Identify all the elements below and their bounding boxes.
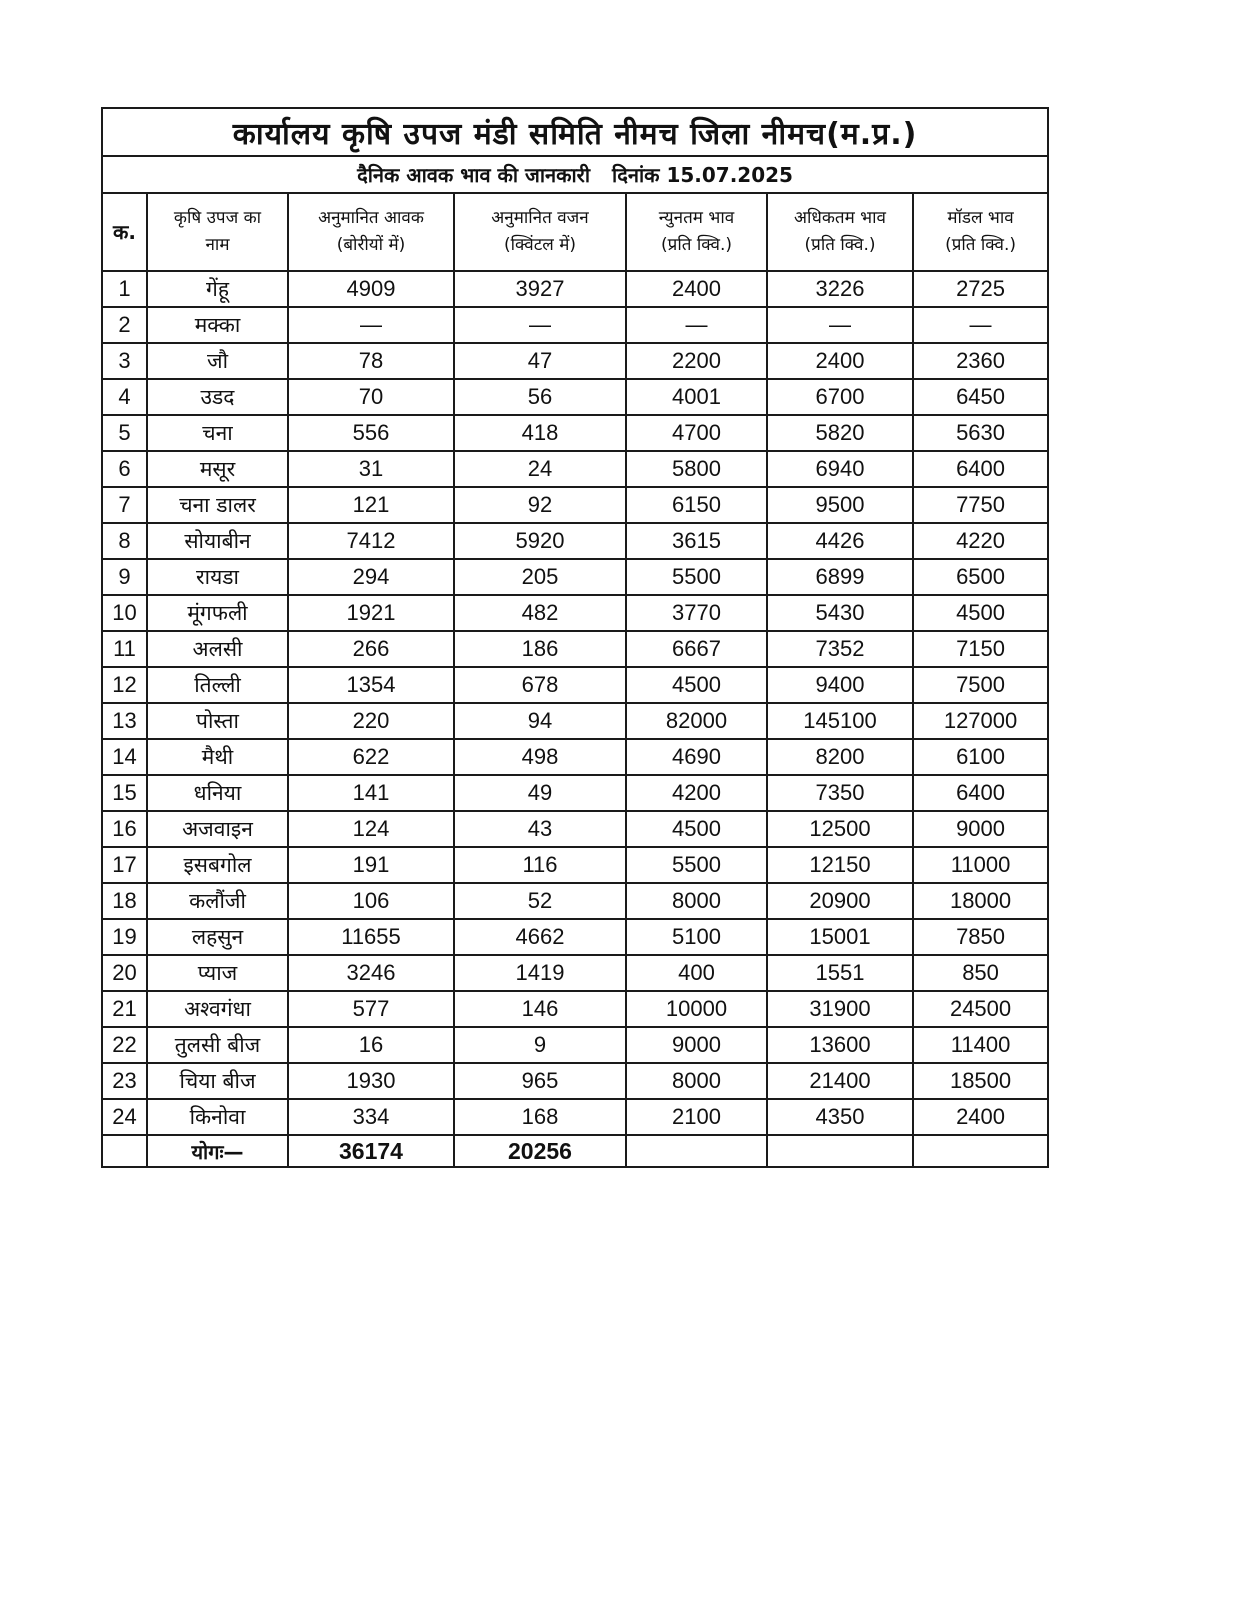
serial-cell: 13 [102, 703, 147, 739]
crop-name-cell: इसबगोल [147, 847, 288, 883]
crop-name-cell: लहसुन [147, 919, 288, 955]
max-price-cell: 4350 [767, 1099, 913, 1135]
column-header-row [102, 193, 1048, 271]
crop-name-cell: तिल्ली [147, 667, 288, 703]
total-modal-cell [913, 1135, 1048, 1167]
serial-cell: 11 [102, 631, 147, 667]
modal-price-cell: 7150 [913, 631, 1048, 667]
min-price-cell: 3770 [626, 595, 767, 631]
max-price-cell: 21400 [767, 1063, 913, 1099]
arrival-cell: 334 [288, 1099, 454, 1135]
total-arrival: 36174 [288, 1135, 454, 1167]
crop-name-cell: किनोवा [147, 1099, 288, 1135]
modal-price-cell: 5630 [913, 415, 1048, 451]
table-row [102, 883, 1048, 919]
table-row [102, 1063, 1048, 1099]
serial-cell: 8 [102, 523, 147, 559]
table-row [102, 631, 1048, 667]
weight-cell: 168 [454, 1099, 626, 1135]
max-price-cell: 3226 [767, 271, 913, 307]
modal-price-cell: 11000 [913, 847, 1048, 883]
arrival-cell: 1921 [288, 595, 454, 631]
weight-cell: 3927 [454, 271, 626, 307]
min-price-cell: 5500 [626, 847, 767, 883]
crop-name-cell: अलसी [147, 631, 288, 667]
modal-price-cell: 2360 [913, 343, 1048, 379]
table-row [102, 703, 1048, 739]
arrival-cell: 3246 [288, 955, 454, 991]
min-price-cell: 4700 [626, 415, 767, 451]
min-price-cell: 2100 [626, 1099, 767, 1135]
min-price-cell: 8000 [626, 883, 767, 919]
max-price-cell: 13600 [767, 1027, 913, 1063]
min-price-cell: 4500 [626, 667, 767, 703]
table-row [102, 415, 1048, 451]
max-price-cell: 12500 [767, 811, 913, 847]
serial-cell: 15 [102, 775, 147, 811]
office-title: कार्यालय कृषि उपज मंडी समिति नीमच जिला नीमच(म.प्र.) [102, 108, 1048, 156]
min-price-cell: — [626, 307, 767, 343]
table-row [102, 523, 1048, 559]
min-price-cell: 4200 [626, 775, 767, 811]
modal-price-cell: 4220 [913, 523, 1048, 559]
arrival-cell: 78 [288, 343, 454, 379]
modal-price-cell: 6450 [913, 379, 1048, 415]
arrival-cell: 266 [288, 631, 454, 667]
report-subtitle [102, 156, 1048, 193]
crop-name-cell: सोयाबीन [147, 523, 288, 559]
serial-cell: 17 [102, 847, 147, 883]
weight-cell: 92 [454, 487, 626, 523]
arrival-cell: 220 [288, 703, 454, 739]
min-price-cell: 5100 [626, 919, 767, 955]
serial-cell: 3 [102, 343, 147, 379]
arrival-cell: 106 [288, 883, 454, 919]
arrival-cell: 577 [288, 991, 454, 1027]
crop-name-cell: चिया बीज [147, 1063, 288, 1099]
serial-cell: 10 [102, 595, 147, 631]
weight-cell: 47 [454, 343, 626, 379]
min-price-cell: 3615 [626, 523, 767, 559]
arrival-cell: 1930 [288, 1063, 454, 1099]
arrival-cell: 556 [288, 415, 454, 451]
modal-price-cell: 18500 [913, 1063, 1048, 1099]
weight-cell: 52 [454, 883, 626, 919]
weight-cell: 186 [454, 631, 626, 667]
weight-cell: 116 [454, 847, 626, 883]
crop-name-cell: चना डालर [147, 487, 288, 523]
crop-name-cell: मूंगफली [147, 595, 288, 631]
min-price-cell: 4690 [626, 739, 767, 775]
crop-name-cell: कलौंजी [147, 883, 288, 919]
report-label: दैनिक आवक भाव की जानकारी [357, 163, 591, 187]
weight-cell: 205 [454, 559, 626, 595]
modal-price-cell: 9000 [913, 811, 1048, 847]
crop-name-cell: गेंहू [147, 271, 288, 307]
serial-cell: 6 [102, 451, 147, 487]
min-price-cell: 8000 [626, 1063, 767, 1099]
column-header-max-price: अधिकतम भाव (प्रति क्वि.) [767, 193, 913, 271]
table-row [102, 379, 1048, 415]
modal-price-cell: 7750 [913, 487, 1048, 523]
weight-cell: 43 [454, 811, 626, 847]
table-row [102, 775, 1048, 811]
column-header-arrival: अनुमानित आवक (बोरीयों में) [288, 193, 454, 271]
daily-arrival-price-table [101, 107, 1049, 1168]
min-price-cell: 6150 [626, 487, 767, 523]
modal-price-cell: 2725 [913, 271, 1048, 307]
max-price-cell: 6899 [767, 559, 913, 595]
crop-name-cell: मक्का [147, 307, 288, 343]
column-header-modal-price: मॉडल भाव (प्रति क्वि.) [913, 193, 1048, 271]
weight-cell: 24 [454, 451, 626, 487]
table-row [102, 739, 1048, 775]
weight-cell: 5920 [454, 523, 626, 559]
column-header-weight: अनुमानित वजन (क्विंटल में) [454, 193, 626, 271]
modal-price-cell: — [913, 307, 1048, 343]
table-row [102, 667, 1048, 703]
serial-cell: 9 [102, 559, 147, 595]
min-price-cell: 2400 [626, 271, 767, 307]
modal-price-cell: 850 [913, 955, 1048, 991]
max-price-cell: 7350 [767, 775, 913, 811]
modal-price-cell: 6500 [913, 559, 1048, 595]
weight-cell: 498 [454, 739, 626, 775]
table-row [102, 811, 1048, 847]
min-price-cell: 10000 [626, 991, 767, 1027]
arrival-cell: 622 [288, 739, 454, 775]
weight-cell: 1419 [454, 955, 626, 991]
table-row [102, 955, 1048, 991]
modal-price-cell: 11400 [913, 1027, 1048, 1063]
total-label: योगः— [147, 1135, 288, 1167]
serial-cell: 19 [102, 919, 147, 955]
table-body [102, 271, 1048, 1135]
crop-name-cell: मसूर [147, 451, 288, 487]
table-row [102, 307, 1048, 343]
arrival-cell: 191 [288, 847, 454, 883]
table-row [102, 271, 1048, 307]
column-header-min-price: न्युनतम भाव (प्रति क्वि.) [626, 193, 767, 271]
report-date: दिनांक 15.07.2025 [612, 163, 793, 187]
weight-cell: 146 [454, 991, 626, 1027]
max-price-cell: 2400 [767, 343, 913, 379]
modal-price-cell: 18000 [913, 883, 1048, 919]
crop-name-cell: तुलसी बीज [147, 1027, 288, 1063]
column-header-serial: क. [102, 193, 147, 271]
max-price-cell: 12150 [767, 847, 913, 883]
arrival-cell: 294 [288, 559, 454, 595]
serial-cell: 5 [102, 415, 147, 451]
weight-cell: 56 [454, 379, 626, 415]
max-price-cell: 145100 [767, 703, 913, 739]
arrival-cell: 31 [288, 451, 454, 487]
serial-cell: 12 [102, 667, 147, 703]
max-price-cell: 9400 [767, 667, 913, 703]
weight-cell: 4662 [454, 919, 626, 955]
crop-name-cell: अजवाइन [147, 811, 288, 847]
arrival-cell: 70 [288, 379, 454, 415]
modal-price-cell: 2400 [913, 1099, 1048, 1135]
table-row [102, 1027, 1048, 1063]
serial-cell: 4 [102, 379, 147, 415]
max-price-cell: 8200 [767, 739, 913, 775]
weight-cell: 678 [454, 667, 626, 703]
serial-cell: 22 [102, 1027, 147, 1063]
max-price-cell: 15001 [767, 919, 913, 955]
table-row [102, 451, 1048, 487]
table-row [102, 1099, 1048, 1135]
serial-cell: 14 [102, 739, 147, 775]
modal-price-cell: 24500 [913, 991, 1048, 1027]
min-price-cell: 82000 [626, 703, 767, 739]
modal-price-cell: 4500 [913, 595, 1048, 631]
modal-price-cell: 6400 [913, 775, 1048, 811]
min-price-cell: 5500 [626, 559, 767, 595]
table-row [102, 487, 1048, 523]
column-header-crop: कृषि उपज का नाम [147, 193, 288, 271]
table-row [102, 991, 1048, 1027]
arrival-cell: 11655 [288, 919, 454, 955]
max-price-cell: 5430 [767, 595, 913, 631]
serial-cell: 18 [102, 883, 147, 919]
table-row [102, 847, 1048, 883]
max-price-cell: 20900 [767, 883, 913, 919]
min-price-cell: 5800 [626, 451, 767, 487]
min-price-cell: 400 [626, 955, 767, 991]
arrival-cell: 7412 [288, 523, 454, 559]
serial-cell: 7 [102, 487, 147, 523]
arrival-cell: 4909 [288, 271, 454, 307]
table-row [102, 343, 1048, 379]
crop-name-cell: धनिया [147, 775, 288, 811]
crop-name-cell: अश्वगंधा [147, 991, 288, 1027]
table-row [102, 919, 1048, 955]
max-price-cell: 6700 [767, 379, 913, 415]
serial-cell: 24 [102, 1099, 147, 1135]
serial-cell: 21 [102, 991, 147, 1027]
max-price-cell: 6940 [767, 451, 913, 487]
total-max-cell [767, 1135, 913, 1167]
crop-name-cell: मैथी [147, 739, 288, 775]
crop-name-cell: चना [147, 415, 288, 451]
max-price-cell: 1551 [767, 955, 913, 991]
crop-name-cell: जौ [147, 343, 288, 379]
arrival-cell: 1354 [288, 667, 454, 703]
modal-price-cell: 127000 [913, 703, 1048, 739]
max-price-cell: 4426 [767, 523, 913, 559]
arrival-cell: 141 [288, 775, 454, 811]
max-price-cell: 31900 [767, 991, 913, 1027]
min-price-cell: 4001 [626, 379, 767, 415]
crop-name-cell: रायडा [147, 559, 288, 595]
max-price-cell: 5820 [767, 415, 913, 451]
min-price-cell: 6667 [626, 631, 767, 667]
total-serial-cell [102, 1135, 147, 1167]
min-price-cell: 9000 [626, 1027, 767, 1063]
serial-cell: 1 [102, 271, 147, 307]
serial-cell: 16 [102, 811, 147, 847]
arrival-cell: 16 [288, 1027, 454, 1063]
arrival-cell: — [288, 307, 454, 343]
max-price-cell: — [767, 307, 913, 343]
serial-cell: 2 [102, 307, 147, 343]
weight-cell: — [454, 307, 626, 343]
max-price-cell: 9500 [767, 487, 913, 523]
weight-cell: 418 [454, 415, 626, 451]
total-min-cell [626, 1135, 767, 1167]
modal-price-cell: 7850 [913, 919, 1048, 955]
weight-cell: 965 [454, 1063, 626, 1099]
crop-name-cell: पोस्ता [147, 703, 288, 739]
weight-cell: 9 [454, 1027, 626, 1063]
modal-price-cell: 6100 [913, 739, 1048, 775]
total-weight: 20256 [454, 1135, 626, 1167]
weight-cell: 482 [454, 595, 626, 631]
serial-cell: 20 [102, 955, 147, 991]
modal-price-cell: 7500 [913, 667, 1048, 703]
serial-cell: 23 [102, 1063, 147, 1099]
total-row [102, 1135, 1048, 1167]
crop-name-cell: उडद [147, 379, 288, 415]
crop-name-cell: प्याज [147, 955, 288, 991]
table-row [102, 595, 1048, 631]
arrival-cell: 124 [288, 811, 454, 847]
modal-price-cell: 6400 [913, 451, 1048, 487]
weight-cell: 49 [454, 775, 626, 811]
table-row [102, 559, 1048, 595]
min-price-cell: 2200 [626, 343, 767, 379]
arrival-cell: 121 [288, 487, 454, 523]
max-price-cell: 7352 [767, 631, 913, 667]
min-price-cell: 4500 [626, 811, 767, 847]
weight-cell: 94 [454, 703, 626, 739]
